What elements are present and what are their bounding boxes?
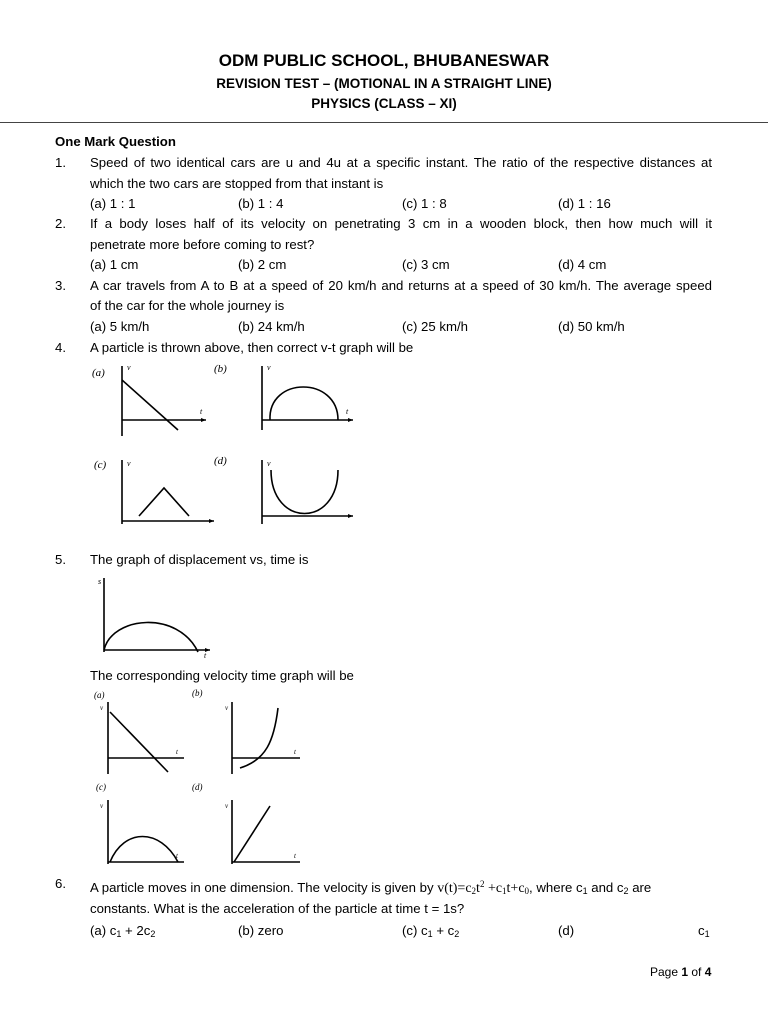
q4c-v-label: v bbox=[127, 459, 131, 468]
q5-number: 5. bbox=[55, 552, 66, 567]
q2-option-c: (c) 3 cm bbox=[402, 257, 450, 272]
q4d-curve bbox=[271, 470, 338, 514]
q4b-v-label: v bbox=[267, 363, 271, 372]
q5-displacement-graph bbox=[90, 570, 215, 660]
q1-option-b: (b) 1 : 4 bbox=[238, 196, 284, 211]
q4b-t-label: t bbox=[346, 407, 349, 416]
q5c-t-label: t bbox=[176, 852, 178, 860]
q1-option-c: (c) 1 : 8 bbox=[402, 196, 447, 211]
q5c-v-label: v bbox=[100, 802, 104, 810]
q5b-v-label: v bbox=[225, 704, 229, 712]
q5-s-label: s bbox=[98, 577, 102, 586]
q5-followup-text: The corresponding velocity time graph will be bbox=[90, 668, 354, 683]
q5a-v-label: v bbox=[100, 704, 104, 712]
q5d-v-label: v bbox=[225, 802, 229, 810]
q4c-curve bbox=[139, 488, 189, 516]
q4a-t-label: t bbox=[200, 407, 203, 416]
q1-line2: which the two cars are stopped from that instant is bbox=[90, 176, 384, 191]
q5b-curve bbox=[240, 708, 278, 768]
q4c-label: (c) bbox=[94, 459, 107, 471]
q2-option-a: (a) 1 cm bbox=[90, 257, 139, 272]
q2-line1: If a body loses half of its velocity on penetrating 3 cm in a wooden block, then how much will it bbox=[90, 216, 712, 231]
section-title: One Mark Question bbox=[55, 134, 176, 149]
q5c-label: (c) bbox=[96, 782, 106, 792]
q5d-label: (d) bbox=[192, 782, 203, 792]
q6-velocity-equation: $v(t)=c_2t^2 +c_1t+c_0$ bbox=[437, 879, 530, 896]
q2-option-b: (b) 2 cm bbox=[238, 257, 287, 272]
test-title: REVISION TEST – (MOTIONAL IN A STRAIGHT LINE) bbox=[216, 76, 552, 91]
q3-option-b: (b) 24 km/h bbox=[238, 319, 305, 334]
q3-number: 3. bbox=[55, 278, 66, 293]
q6-line1-text: A particle moves in one dimension. The velocity is given by bbox=[90, 880, 434, 895]
q4-text: A particle is thrown above, then correct v-t graph will be bbox=[90, 340, 414, 355]
q1-number: 1. bbox=[55, 155, 66, 170]
q2-line2: penetrate more before coming to rest? bbox=[90, 237, 315, 252]
q3-line2: of the car for the whole journey is bbox=[90, 298, 285, 313]
q5b-t-label: t bbox=[294, 748, 296, 756]
q5d-curve bbox=[234, 806, 270, 862]
q6-option-b: (b) zero bbox=[238, 923, 284, 938]
school-name: ODM PUBLIC SCHOOL, BHUBANESWAR bbox=[218, 51, 550, 70]
q6-option-c: (c) $c_1 + c_2$ bbox=[402, 923, 460, 939]
q4a-label: (a) bbox=[92, 367, 105, 379]
q4b-curve bbox=[270, 387, 338, 420]
q5c-curve bbox=[110, 837, 178, 863]
subject-title: PHYSICS (CLASS – XI) bbox=[311, 96, 457, 111]
q4a-v-label: v bbox=[127, 363, 131, 372]
q5d-t-label: t bbox=[294, 852, 296, 860]
page-number: Page 1 of 4 bbox=[650, 965, 712, 979]
q6-line1: A particle moves in one dimension. The velocity is given by $v(t)=c_2t^2 +c_1t+c_0$, where $c_1$ and $c_2$ are bbox=[90, 879, 652, 896]
q6-option-d: (d) bbox=[558, 923, 575, 938]
q5-text: The graph of displacement vs, time is bbox=[90, 552, 309, 567]
q4b-label: (b) bbox=[214, 363, 227, 375]
q6-option-d-value: $c_1$ bbox=[698, 923, 710, 939]
q4-number: 4. bbox=[55, 340, 66, 355]
q1-line1: Speed of two identical cars are u and 4u at a specific instant. The ratio of the respective distances at bbox=[90, 155, 712, 170]
q5-t-label: t bbox=[204, 651, 207, 660]
q3-option-a: (a) 5 km/h bbox=[90, 319, 150, 334]
q4d-v-label: v bbox=[267, 459, 271, 468]
q4a-curve bbox=[122, 380, 178, 430]
q1-option-a: (a) 1 : 1 bbox=[90, 196, 136, 211]
q3-option-c: (c) 25 km/h bbox=[402, 319, 468, 334]
q4d-label: (d) bbox=[214, 455, 227, 467]
q6-line2: constants. What is the acceleration of the particle at time t = 1s? bbox=[90, 901, 465, 916]
q3-option-d: (d) 50 km/h bbox=[558, 319, 625, 334]
q3-line1: A car travels from A to B at a speed of 20 km/h and returns at a speed of 30 km/h. The average speed bbox=[90, 278, 712, 293]
header-divider bbox=[0, 122, 768, 123]
q4-graph-figure bbox=[88, 358, 358, 530]
q5a-label: (a) bbox=[94, 690, 105, 700]
q5a-t-label: t bbox=[176, 748, 178, 756]
q5a-curve bbox=[110, 712, 168, 772]
q5-s-curve bbox=[104, 622, 198, 652]
q5b-label: (b) bbox=[192, 688, 203, 698]
q6-number: 6. bbox=[55, 876, 66, 891]
q6-option-a: (a) $c_1 + 2c_2$ bbox=[90, 923, 156, 939]
q2-option-d: (d) 4 cm bbox=[558, 257, 607, 272]
q5-velocity-graph-figure bbox=[88, 686, 308, 870]
q2-number: 2. bbox=[55, 216, 66, 231]
q1-option-d: (d) 1 : 16 bbox=[558, 196, 611, 211]
